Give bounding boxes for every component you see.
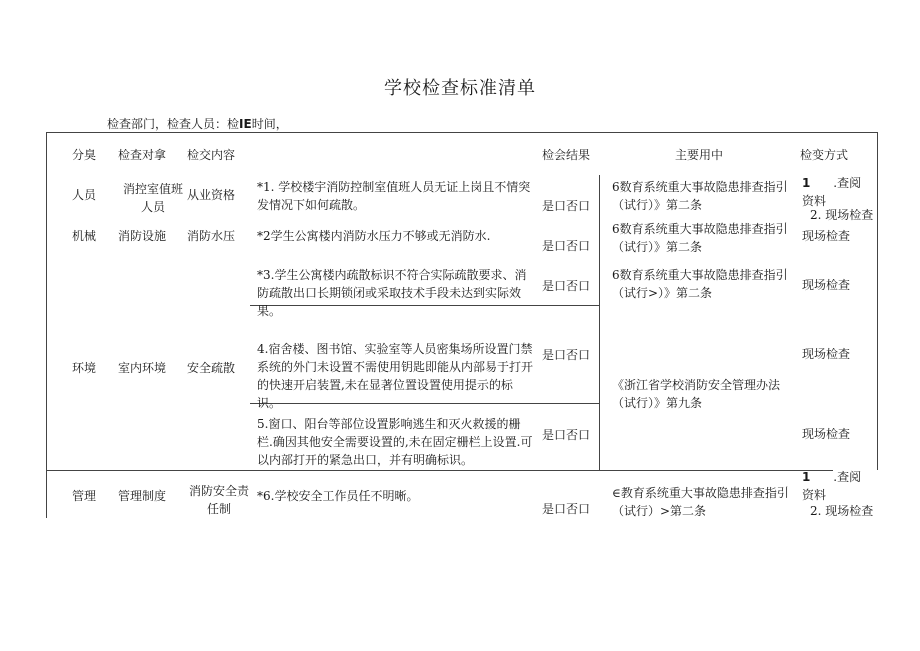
row6-result: 是口否口 bbox=[542, 502, 591, 516]
row3-basis: 6数育系统重大事故隐患排查指引（试行>）》第二条 bbox=[612, 268, 788, 300]
row5-item: 5.窗口、阳台等部位设置影响逃生和灭火救援的栅栏.确因其他安全需要设置的,未在固定栅栏上设置.可以内部打开的紧急出口，并有明确标识。 bbox=[257, 417, 533, 467]
row6-method-a: .查阅 bbox=[833, 470, 862, 484]
table-right-border bbox=[877, 132, 878, 470]
header-basis: 主要用中 bbox=[675, 148, 724, 162]
row5-result: 是口否口 bbox=[542, 428, 591, 442]
row6-method-b: 资料 bbox=[802, 488, 827, 502]
row3-item: *3.学生公寓楼内疏散标识不符合实际疏散要求、消防疏散出口长期锁闭或采取技术手段未达到实际效果。 bbox=[257, 268, 527, 318]
header-category: 分臭 bbox=[72, 148, 97, 162]
row2-object: 消防设施 bbox=[118, 229, 167, 243]
row2-content: 消防水压 bbox=[187, 229, 236, 243]
row6-object: 管理制度 bbox=[118, 489, 167, 503]
header-method: 检变方式 bbox=[800, 148, 849, 162]
row6-item: *6.学校安全工作员任不明晰。 bbox=[257, 489, 419, 503]
meta-text: 检查部门，检查人员：检 bbox=[107, 117, 240, 131]
row3-result: 是口否口 bbox=[542, 279, 591, 293]
row6-method bbox=[802, 468, 877, 522]
table-left-border bbox=[46, 132, 47, 518]
row4-item: 4.宿舍楼、图书馆、实验室等人员密集场所设置门禁系统的外门未设置不需使用钥匙即能从内部易于打开的快速开启装置,未在显著位置设置使用提示的标识。 bbox=[257, 342, 534, 410]
row6-method-c: 2. 现场检查 bbox=[810, 504, 874, 518]
page-title: 学校检查标准清单 bbox=[384, 78, 536, 99]
row2-item: *2学生公寓楼内消防水压力不够或无消防水. bbox=[257, 229, 491, 243]
header-content: 检交内容 bbox=[187, 148, 236, 162]
header-result: 检会结果 bbox=[542, 148, 591, 162]
meta-time: 时间， bbox=[251, 117, 288, 131]
row1-category: 人员 bbox=[72, 188, 97, 202]
row1-method-b: 资料 bbox=[802, 194, 827, 208]
row6-basis: ∈教育系统重大事故隐患排查指引（试行）>第二条 bbox=[612, 486, 789, 518]
row6-content: 消防安全责任制 bbox=[188, 484, 249, 516]
row5-method: 现场检查 bbox=[802, 427, 851, 441]
row2-basis: 6数育系统重大事故隐患排查指引（试行）》第二条 bbox=[612, 222, 788, 254]
row4-result: 是口否口 bbox=[542, 348, 591, 362]
row4-object: 室内环境 bbox=[118, 361, 167, 375]
row6-category: 管理 bbox=[72, 489, 97, 503]
row1-item: *1. 学校楼宇消防控制室值班人员无证上岗且不情突发情况下如何疏散。 bbox=[257, 180, 531, 212]
row2-result: 是口否口 bbox=[542, 239, 591, 253]
header-object: 检查对拿 bbox=[118, 148, 167, 162]
row1-basis: 6数育系统重大事故隐患排查指引（试行）》第二条 bbox=[612, 180, 788, 212]
row1-result: 是口否口 bbox=[542, 199, 591, 213]
col-divider-basis bbox=[599, 175, 600, 471]
row1-method-a: .查阅 bbox=[833, 176, 862, 190]
row4-content: 安全疏散 bbox=[187, 361, 236, 375]
row4-category: 环境 bbox=[72, 361, 97, 375]
row1-method-c: 2. 现场检查 bbox=[810, 208, 874, 222]
shared-basis: 《浙江省学校消防安全管理办法（试行）》第九条 bbox=[612, 378, 781, 410]
row1-content: 从业资格 bbox=[187, 188, 236, 202]
row1-method bbox=[802, 174, 877, 222]
row3-method: 现场检查 bbox=[802, 278, 851, 292]
row6-method-num: 1 bbox=[802, 470, 811, 484]
row4-method: 现场检查 bbox=[802, 347, 851, 361]
meta-ie: IE bbox=[239, 117, 252, 131]
row2-category: 机械 bbox=[72, 229, 97, 243]
row2-method: 现场检查 bbox=[802, 229, 851, 243]
row1-object: 消控室值班人员 bbox=[122, 182, 183, 214]
row-divider-management bbox=[46, 470, 833, 471]
inspection-info bbox=[107, 115, 288, 132]
row1-method-num: 1 bbox=[802, 176, 811, 190]
table-top-border bbox=[46, 132, 878, 133]
